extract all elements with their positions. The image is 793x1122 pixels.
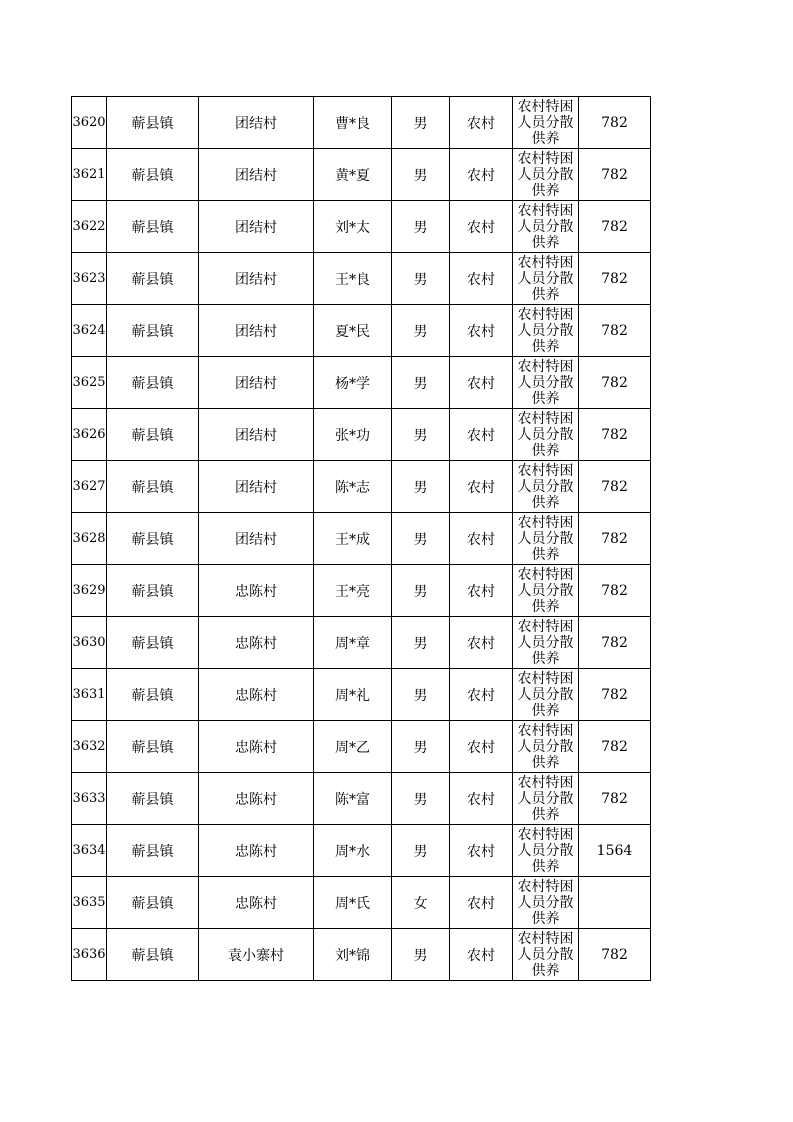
row-number-cell: 3627 (72, 461, 107, 513)
table-row (72, 773, 651, 825)
amount-cell: 782 (579, 461, 651, 513)
area-cell: 农村 (450, 253, 513, 305)
area-cell: 农村 (450, 617, 513, 669)
area-cell: 农村 (450, 565, 513, 617)
support-type-line: 供养 (531, 442, 560, 459)
amount-cell: 782 (579, 721, 651, 773)
sex-cell: 男 (392, 149, 450, 201)
village-cell: 团结村 (199, 305, 314, 357)
support-type-line: 人员分散 (517, 530, 574, 547)
support-type-line: 供养 (531, 234, 560, 251)
amount-cell: 782 (579, 149, 651, 201)
village-cell: 忠陈村 (199, 825, 314, 877)
name-cell: 刘*锦 (314, 929, 392, 981)
sex-cell: 男 (392, 617, 450, 669)
name-cell: 刘*太 (314, 201, 392, 253)
support-type-line: 人员分散 (517, 218, 574, 235)
amount-cell: 782 (579, 201, 651, 253)
area-cell: 农村 (450, 669, 513, 721)
support-type-line: 供养 (531, 910, 560, 927)
support-type-cell (513, 825, 579, 877)
support-type-cell (513, 461, 579, 513)
support-type-line: 农村特困 (517, 670, 574, 687)
support-type-line: 供养 (531, 806, 560, 823)
support-type-line: 农村特困 (517, 98, 574, 115)
village-cell: 忠陈村 (199, 669, 314, 721)
table-row (72, 929, 651, 981)
row-number-cell: 3622 (72, 201, 107, 253)
sex-cell: 男 (392, 773, 450, 825)
town-cell: 蕲县镇 (107, 201, 199, 253)
support-type-cell (513, 305, 579, 357)
area-cell: 农村 (450, 773, 513, 825)
row-number-cell: 3623 (72, 253, 107, 305)
town-cell: 蕲县镇 (107, 97, 199, 149)
village-cell: 团结村 (199, 97, 314, 149)
village-cell: 忠陈村 (199, 565, 314, 617)
area-cell: 农村 (450, 409, 513, 461)
sex-cell: 男 (392, 409, 450, 461)
table-row (72, 513, 651, 565)
support-type-line: 人员分散 (517, 374, 574, 391)
row-number-cell: 3633 (72, 773, 107, 825)
support-type-line: 人员分散 (517, 114, 574, 131)
support-type-line: 农村特困 (517, 878, 574, 895)
sex-cell: 男 (392, 565, 450, 617)
amount-cell: 782 (579, 929, 651, 981)
support-type-line: 农村特困 (517, 826, 574, 843)
support-type-line: 人员分散 (517, 894, 574, 911)
area-cell: 农村 (450, 825, 513, 877)
support-type-line: 供养 (531, 598, 560, 615)
name-cell: 周*乙 (314, 721, 392, 773)
village-cell: 忠陈村 (199, 773, 314, 825)
support-type-line: 农村特困 (517, 774, 574, 791)
sex-cell: 男 (392, 669, 450, 721)
name-cell: 杨*学 (314, 357, 392, 409)
support-type-line: 供养 (531, 650, 560, 667)
row-number-cell: 3629 (72, 565, 107, 617)
row-number-cell: 3632 (72, 721, 107, 773)
amount-cell: 782 (579, 253, 651, 305)
village-cell: 团结村 (199, 253, 314, 305)
amount-cell: 782 (579, 565, 651, 617)
sex-cell: 男 (392, 357, 450, 409)
support-type-line: 人员分散 (517, 478, 574, 495)
support-type-cell (513, 513, 579, 565)
support-type-line: 人员分散 (517, 790, 574, 807)
area-cell: 农村 (450, 97, 513, 149)
town-cell: 蕲县镇 (107, 877, 199, 929)
amount-cell: 782 (579, 669, 651, 721)
row-number-cell: 3631 (72, 669, 107, 721)
village-cell: 团结村 (199, 357, 314, 409)
support-type-line: 农村特困 (517, 358, 574, 375)
support-type-cell (513, 669, 579, 721)
support-type-line: 供养 (531, 702, 560, 719)
table-row (72, 149, 651, 201)
support-type-line: 人员分散 (517, 322, 574, 339)
row-number-cell: 3620 (72, 97, 107, 149)
support-type-line: 人员分散 (517, 738, 574, 755)
row-number-cell: 3621 (72, 149, 107, 201)
table-row (72, 201, 651, 253)
amount-cell (579, 877, 651, 929)
village-cell: 团结村 (199, 149, 314, 201)
records-table (71, 96, 651, 981)
town-cell: 蕲县镇 (107, 409, 199, 461)
support-type-line: 农村特困 (517, 566, 574, 583)
support-type-cell (513, 149, 579, 201)
name-cell: 陈*富 (314, 773, 392, 825)
amount-cell: 782 (579, 617, 651, 669)
town-cell: 蕲县镇 (107, 721, 199, 773)
table-row (72, 877, 651, 929)
sex-cell: 男 (392, 929, 450, 981)
support-type-line: 农村特困 (517, 930, 574, 947)
table-row (72, 825, 651, 877)
village-cell: 忠陈村 (199, 721, 314, 773)
support-type-cell (513, 409, 579, 461)
village-cell: 团结村 (199, 513, 314, 565)
support-type-cell (513, 773, 579, 825)
support-type-line: 供养 (531, 338, 560, 355)
support-type-line: 农村特困 (517, 514, 574, 531)
table-row (72, 461, 651, 513)
amount-cell: 782 (579, 409, 651, 461)
name-cell: 夏*民 (314, 305, 392, 357)
support-type-line: 人员分散 (517, 270, 574, 287)
name-cell: 张*功 (314, 409, 392, 461)
support-type-cell (513, 721, 579, 773)
name-cell: 曹*良 (314, 97, 392, 149)
sex-cell: 男 (392, 97, 450, 149)
row-number-cell: 3635 (72, 877, 107, 929)
area-cell: 农村 (450, 513, 513, 565)
support-type-line: 人员分散 (517, 946, 574, 963)
area-cell: 农村 (450, 305, 513, 357)
table-row (72, 565, 651, 617)
row-number-cell: 3624 (72, 305, 107, 357)
area-cell: 农村 (450, 461, 513, 513)
support-type-line: 人员分散 (517, 634, 574, 651)
area-cell: 农村 (450, 929, 513, 981)
sex-cell: 男 (392, 201, 450, 253)
table-row (72, 305, 651, 357)
support-type-line: 农村特困 (517, 150, 574, 167)
area-cell: 农村 (450, 149, 513, 201)
amount-cell: 782 (579, 357, 651, 409)
support-type-line: 人员分散 (517, 686, 574, 703)
area-cell: 农村 (450, 721, 513, 773)
sex-cell: 男 (392, 721, 450, 773)
support-type-line: 供养 (531, 390, 560, 407)
village-cell: 团结村 (199, 461, 314, 513)
town-cell: 蕲县镇 (107, 929, 199, 981)
support-type-cell (513, 565, 579, 617)
support-type-cell (513, 253, 579, 305)
row-number-cell: 3634 (72, 825, 107, 877)
support-type-line: 人员分散 (517, 426, 574, 443)
row-number-cell: 3636 (72, 929, 107, 981)
table-row (72, 97, 651, 149)
area-cell: 农村 (450, 357, 513, 409)
name-cell: 王*良 (314, 253, 392, 305)
town-cell: 蕲县镇 (107, 305, 199, 357)
town-cell: 蕲县镇 (107, 357, 199, 409)
row-number-cell: 3625 (72, 357, 107, 409)
support-type-cell (513, 617, 579, 669)
support-type-line: 人员分散 (517, 842, 574, 859)
support-type-cell (513, 877, 579, 929)
town-cell: 蕲县镇 (107, 669, 199, 721)
support-type-line: 农村特困 (517, 618, 574, 635)
support-type-line: 供养 (531, 130, 560, 147)
support-type-line: 供养 (531, 546, 560, 563)
support-type-line: 供养 (531, 858, 560, 875)
village-cell: 忠陈村 (199, 617, 314, 669)
amount-cell: 782 (579, 773, 651, 825)
name-cell: 陈*志 (314, 461, 392, 513)
village-cell: 忠陈村 (199, 877, 314, 929)
name-cell: 周*章 (314, 617, 392, 669)
sex-cell: 男 (392, 513, 450, 565)
village-cell: 团结村 (199, 201, 314, 253)
support-type-cell (513, 357, 579, 409)
amount-cell: 782 (579, 305, 651, 357)
sex-cell: 男 (392, 305, 450, 357)
town-cell: 蕲县镇 (107, 253, 199, 305)
sex-cell: 男 (392, 825, 450, 877)
sex-cell: 男 (392, 461, 450, 513)
town-cell: 蕲县镇 (107, 565, 199, 617)
table-row (72, 617, 651, 669)
table-row (72, 721, 651, 773)
support-type-line: 供养 (531, 962, 560, 979)
support-type-line: 人员分散 (517, 582, 574, 599)
table-row (72, 409, 651, 461)
sex-cell: 男 (392, 253, 450, 305)
area-cell: 农村 (450, 201, 513, 253)
support-type-line: 供养 (531, 494, 560, 511)
support-type-line: 农村特困 (517, 202, 574, 219)
amount-cell: 782 (579, 97, 651, 149)
row-number-cell: 3630 (72, 617, 107, 669)
table-row (72, 357, 651, 409)
support-type-line: 供养 (531, 754, 560, 771)
amount-cell: 782 (579, 513, 651, 565)
town-cell: 蕲县镇 (107, 773, 199, 825)
name-cell: 王*亮 (314, 565, 392, 617)
name-cell: 周*礼 (314, 669, 392, 721)
amount-cell: 1564 (579, 825, 651, 877)
name-cell: 周*氏 (314, 877, 392, 929)
table-row (72, 253, 651, 305)
support-type-line: 农村特困 (517, 306, 574, 323)
support-type-line: 农村特困 (517, 410, 574, 427)
town-cell: 蕲县镇 (107, 513, 199, 565)
town-cell: 蕲县镇 (107, 617, 199, 669)
name-cell: 黄*夏 (314, 149, 392, 201)
village-cell: 袁小寨村 (199, 929, 314, 981)
support-type-line: 农村特困 (517, 254, 574, 271)
support-type-cell (513, 97, 579, 149)
town-cell: 蕲县镇 (107, 461, 199, 513)
sex-cell: 女 (392, 877, 450, 929)
village-cell: 团结村 (199, 409, 314, 461)
town-cell: 蕲县镇 (107, 149, 199, 201)
name-cell: 周*水 (314, 825, 392, 877)
support-type-cell (513, 201, 579, 253)
town-cell: 蕲县镇 (107, 825, 199, 877)
support-type-line: 供养 (531, 182, 560, 199)
support-type-cell (513, 929, 579, 981)
area-cell: 农村 (450, 877, 513, 929)
table-row (72, 669, 651, 721)
support-type-line: 农村特困 (517, 722, 574, 739)
support-type-line: 农村特困 (517, 462, 574, 479)
table-body (72, 97, 651, 981)
row-number-cell: 3626 (72, 409, 107, 461)
support-type-line: 供养 (531, 286, 560, 303)
row-number-cell: 3628 (72, 513, 107, 565)
name-cell: 王*成 (314, 513, 392, 565)
support-type-line: 人员分散 (517, 166, 574, 183)
